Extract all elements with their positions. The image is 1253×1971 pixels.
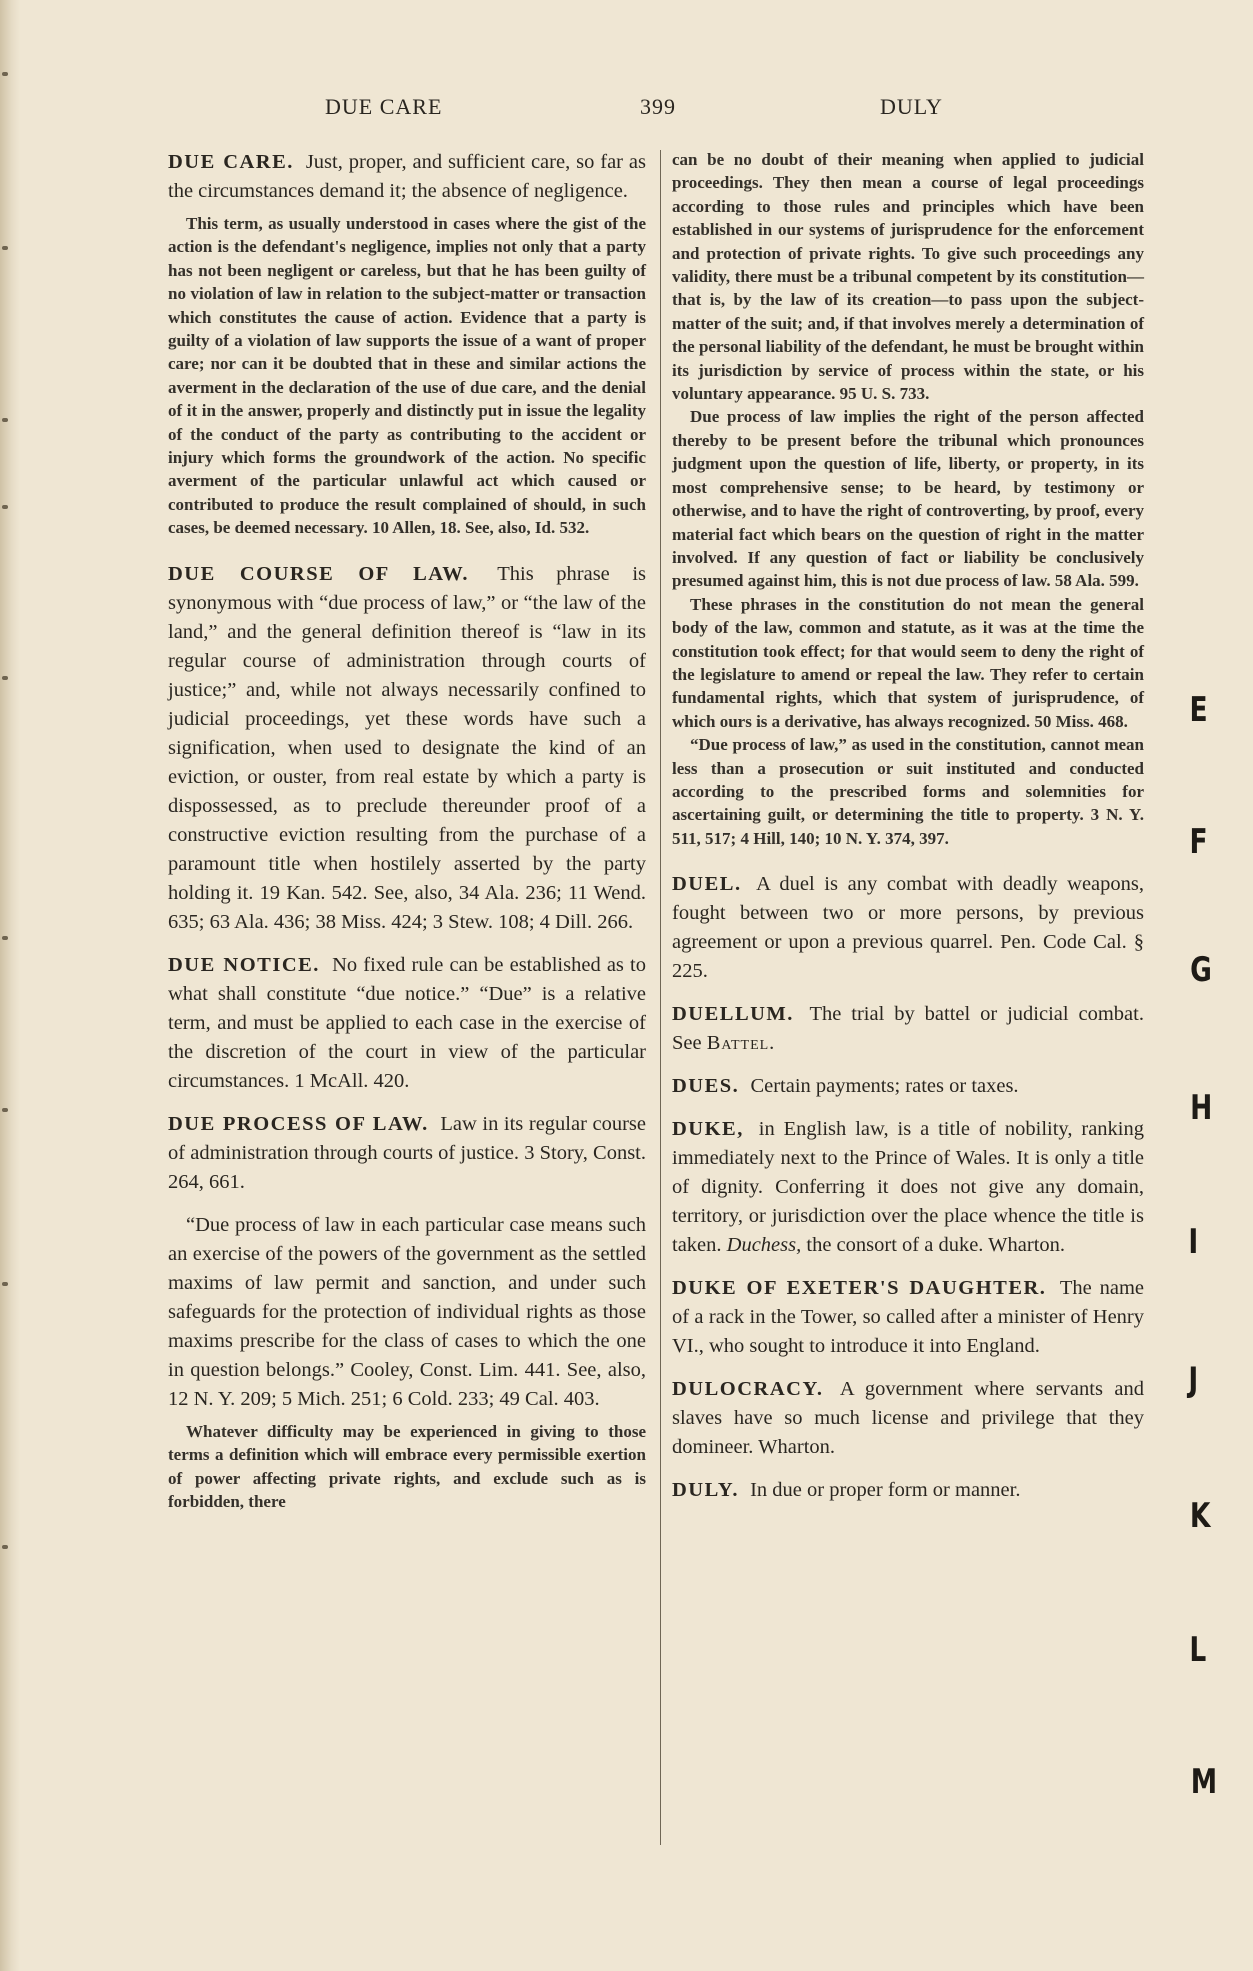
- thumb-index-m[interactable]: M: [1190, 1762, 1218, 1802]
- note-paragraph: Due process of law implies the right of the person affected thereby to be present before the tribunal which pronounces judgment upon the question of life, liberty, or property, in its most comprehensive sense; to be heard, by testimony or otherwise, and to have the right of controverting, by proof, every material fact which bears on the question of right in the matter involved. If any question of fact or liability be conclusively presumed against him, this is not due process of law. 58 Ala. 599.: [672, 407, 1144, 591]
- entry-due-course-of-law: [168, 560, 646, 937]
- entry-duke-of-exeters-daughter: [672, 1274, 1144, 1361]
- column-rule: [660, 150, 661, 1845]
- edge-mark: [2, 1108, 8, 1112]
- entry-headword: DUELLUM.: [672, 1003, 794, 1026]
- right-entries: [672, 870, 1172, 1505]
- edge-mark: [2, 676, 8, 680]
- edge-mark: [2, 418, 8, 422]
- edge-mark: [2, 246, 8, 250]
- cross-reference: Battel.: [706, 1032, 776, 1055]
- spacer: [168, 540, 646, 560]
- header-left-term: DUE CARE: [325, 94, 443, 119]
- edge-mark: [2, 1282, 8, 1286]
- entry-headword: DUE COURSE OF LAW.: [168, 562, 470, 585]
- thumb-index-i[interactable]: I: [1188, 1222, 1199, 1262]
- definition-text: In due or proper form or manner.: [750, 1479, 1021, 1502]
- entry-headword: DUE PROCESS OF LAW.: [168, 1112, 429, 1135]
- edge-mark: [2, 1545, 8, 1549]
- entry-duellum: [672, 1000, 1144, 1058]
- entry-dues: [672, 1072, 1144, 1101]
- entry-due-care: [168, 148, 646, 540]
- entry-note: This term, as usually understood in cases where the gist of the action is the defendant's negligence, implies not only that a party has not been negligent or careless, but that he has been guilty of no violation of law in relation to the subject-matter or transaction which constitutes the cause of action. Evidence that a party is guilty of a violation of law supports the issue of a want of proper care; nor can it be doubted that in these and similar actions the averment in the declaration of the use of due care, and the denial of it in the answer, properly and distinctly put in issue the legality of the conduct of the party as contributing to the accident or injury which forms the groundwork of the action. No specific averment of the particular unlawful act which caused or contributed to produce the result complained of should, in such cases, be deemed necessary. 10 Allen, 18. See, also, Id. 532.: [168, 214, 646, 538]
- entry-due-process-of-law: [168, 1110, 646, 1514]
- page-number: 399: [640, 94, 676, 119]
- entry-quotation: “Due process of law in each particular case means such an exercise of the powers of the government as the settled maxims of law permit and sanction, and under such safeguards for the protection of individual rights as those maxims prescribe for the class of cases to which the one in question belongs.” Cooley, Const. Lim. 441. See, also, 12 N. Y. 209; 5 Mich. 251; 6 Cold. 233; 49 Cal. 403.: [168, 1213, 646, 1410]
- thumb-index-e[interactable]: E: [1189, 690, 1208, 730]
- edge-mark: [2, 72, 8, 76]
- entry-headword: DUKE OF EXETER'S DAUGHTER.: [672, 1277, 1047, 1300]
- entry-duel: [672, 870, 1144, 986]
- thumb-index-l[interactable]: L: [1189, 1630, 1207, 1670]
- thumb-index-j[interactable]: J: [1188, 1360, 1199, 1400]
- running-head: [160, 94, 1040, 124]
- note-paragraph: These phrases in the constitution do not mean the general body of the law, common and statute, as it was at the time the constitution took effect; for that would seem to deny the right of the legislature to amend or repeal the law. They refer to certain fundamental rights, which that system of jurisprudence, of which ours is a derivative, has always recognized. 50 Miss. 468.: [672, 594, 1144, 731]
- continued-note: can be no doubt of their meaning when applied to judicial proceedings. They then mean a course of legal proceedings according to those rules and principles which have been established in our systems of jurisprudence for the enforcement and protection of private rights. To give such proceedings any validity, there must be a tribunal competent by its constitution—that is, by the law of its creation—to pass upon the subject-matter of the suit; and, if that involves merely a determination of the personal liability of the defendant, he must be brought within its jurisdiction by service of process within the state, or his voluntary appearance. 95 U. S. 733.: [672, 150, 1144, 404]
- note-paragraph: “Due process of law,” as used in the constitution, cannot mean less than a prosecution or suit instituted and conducted according to the prescribed forms and solemnities for ascertaining guilt, or determining the title to property. 3 N. Y. 511, 517; 4 Hill, 140; 10 N. Y. 374, 397.: [672, 735, 1144, 848]
- entry-duke: [672, 1115, 1144, 1260]
- entry-headword: DUE NOTICE.: [168, 953, 320, 976]
- page-edge: [0, 0, 20, 1971]
- header-right-term: DULY: [880, 94, 943, 119]
- definition-text: in English law, is a title of nobility, ranking immediately next to the Prince of Wales. It is only a title of dignity. Conferring it does not give any domain, territory, or jurisdiction over the place whence the title is taken.: [672, 1118, 1145, 1257]
- entry-headword: DULOCRACY.: [672, 1378, 824, 1401]
- entry-definition: [168, 1110, 646, 1197]
- thumb-index-f[interactable]: F: [1189, 822, 1208, 862]
- definition-text: Certain payments; rates or taxes.: [750, 1075, 1019, 1098]
- entry-headword: DUKE,: [672, 1118, 744, 1141]
- definition-text: Law in its regular course of administration through courts of justice. 3 Story, Const. 264, 661.: [168, 1112, 646, 1193]
- definition-text: A duel is any combat with deadly weapons, fought between two or more persons, by previous agreement or upon a previous quarrel. Pen. Code Cal. § 225.: [672, 873, 1144, 983]
- definition-text: the consort of a duke. Wharton.: [806, 1234, 1066, 1257]
- entry-headword: DUES.: [672, 1075, 740, 1098]
- left-column: [168, 148, 646, 1513]
- right-column: [672, 148, 1172, 1505]
- entry-headword: DUEL.: [672, 873, 742, 896]
- definition-text: A government where servants and slaves have so much license and privilege that they domineer. Wharton.: [672, 1378, 1144, 1459]
- italic-term: Duchess,: [726, 1234, 802, 1257]
- edge-mark: [2, 505, 8, 509]
- entry-duly: [672, 1476, 1144, 1505]
- thumb-index-g[interactable]: G: [1190, 950, 1212, 990]
- entry-headword: DULY.: [672, 1479, 739, 1502]
- entry-dulocracy: [672, 1375, 1144, 1462]
- definition-text: This phrase is synonymous with “due process of law,” or “the law of the land,” and the general definition thereof is “law in its regular course of administration through courts of justice;” and, while not always necessarily confined to judicial proceedings, yet these words have such a signification, when used to designate the kind of an eviction, or ouster, from real estate by which a party is dispossessed, as to preclude thereunder proof of a constructive eviction resulting from the purchase of a paramount title when hostilely asserted by the party holding it. 19 Kan. 542. See, also, 34 Ala. 236; 11 Wend. 635; 63 Ala. 436; 38 Miss. 424; 3 Stew. 108; 4 Dill. 266.: [168, 562, 647, 933]
- thumb-index-k[interactable]: K: [1189, 1496, 1211, 1536]
- definition-text: The name of a rack in the Tower, so called after a minister of Henry VI., who sought to introduce it into England.: [672, 1277, 1144, 1358]
- definition-text: Just, proper, and sufficient care, so far as the circumstances demand it; the absence of negligence.: [168, 151, 646, 202]
- entry-definition: [168, 148, 646, 206]
- entry-headword: DUE CARE.: [168, 151, 294, 173]
- entry-note: Whatever difficulty may be experienced in giving to those terms a definition which will embrace every permissible exertion of power affecting private rights, and exclude such as is forbidden, there: [168, 1421, 646, 1511]
- definition-text: The trial by battel or judicial combat. See: [672, 1003, 1144, 1055]
- thumb-index-h[interactable]: H: [1190, 1088, 1213, 1128]
- definition-text: No fixed rule can be established as to what shall constitute “due notice.” “Due” is a relative term, and must be applied to each case in the exercise of the discretion of the court in view of the particular circumstances. 1 McAll. 420.: [168, 953, 646, 1092]
- edge-mark: [2, 936, 8, 940]
- entry-due-notice: [168, 951, 646, 1096]
